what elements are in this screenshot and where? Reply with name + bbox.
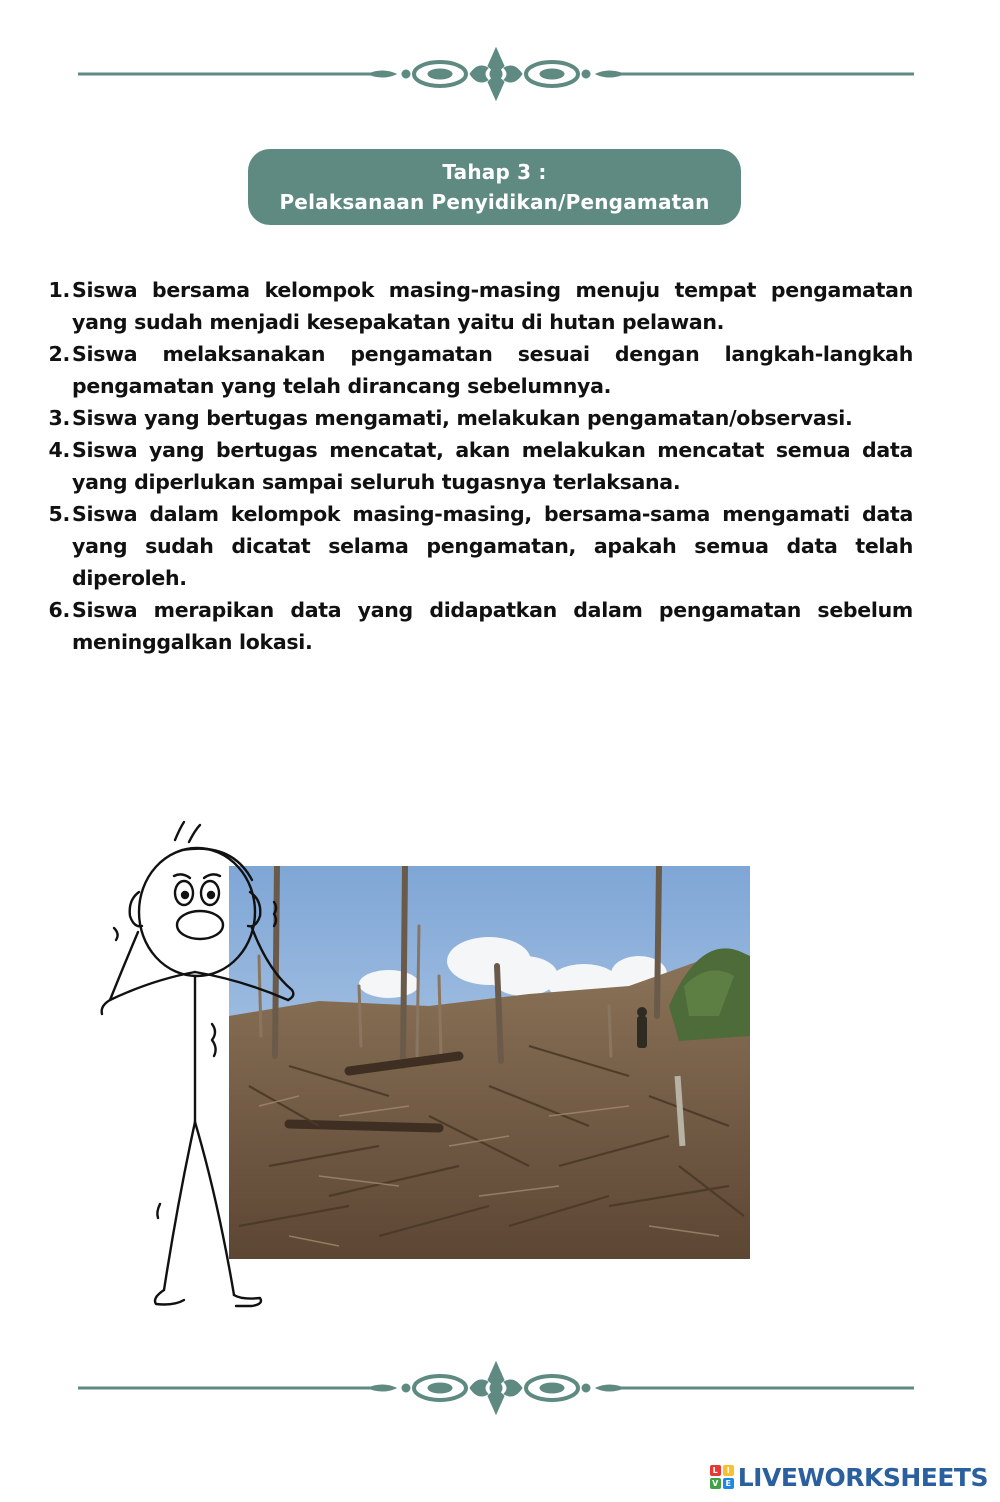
step-number: 3. (48, 406, 70, 430)
list-item (40, 498, 913, 594)
liveworksheets-brand[interactable] (710, 1461, 988, 1493)
step-text: Siswa melaksanakan pengamatan sesuai dengan langkah-langkah pengamatan yang telah dirancang sebelumnya. (72, 342, 913, 398)
brand-name: LIVEWORKSHEETS (737, 1462, 988, 1492)
list-item (40, 274, 913, 338)
worried-stick-figure-icon (92, 820, 302, 1315)
brand-tile-e: E (723, 1478, 734, 1489)
step-text: Siswa yang bertugas mengamati, melakukan pengamatan/observasi. (72, 406, 853, 430)
step-text: Siswa dalam kelompok masing-masing, bersama-sama mengamati data yang sudah dicatat selama pengamatan, apakah semua data telah diperoleh. (72, 502, 913, 590)
step-number: 2. (48, 342, 70, 366)
top-ornamental-divider-icon (78, 44, 914, 104)
step-number: 1. (48, 278, 70, 302)
step-number: 5. (48, 502, 70, 526)
step-text: Siswa bersama kelompok masing-masing menuju tempat pengamatan yang sudah menjadi kesepakatan yaitu di hutan pelawan. (72, 278, 913, 334)
brand-tile-i: I (723, 1465, 734, 1476)
step-number: 6. (48, 598, 70, 622)
brand-tile-l: L (710, 1465, 721, 1476)
step-text: Siswa yang bertugas mencatat, akan melakukan mencatat semua data yang diperlukan sampai seluruh tugasnya terlaksana. (72, 438, 913, 494)
step-number: 4. (48, 438, 70, 462)
bottom-ornamental-divider-icon (78, 1358, 914, 1418)
stage-heading (248, 149, 741, 225)
steps-list (40, 274, 913, 658)
list-item (40, 338, 913, 402)
deforested-land-photo (229, 866, 750, 1259)
stage-title: Pelaksanaan Penyidikan/Pengamatan (279, 190, 710, 214)
list-item (40, 594, 913, 658)
stage-number: Tahap 3 : (442, 160, 547, 184)
step-text: Siswa merapikan data yang didapatkan dalam pengamatan sebelum meninggalkan lokasi. (72, 598, 913, 654)
list-item (40, 402, 913, 434)
brand-tile-v: V (710, 1478, 721, 1489)
liveworksheets-logo-icon (710, 1465, 734, 1489)
list-item (40, 434, 913, 498)
